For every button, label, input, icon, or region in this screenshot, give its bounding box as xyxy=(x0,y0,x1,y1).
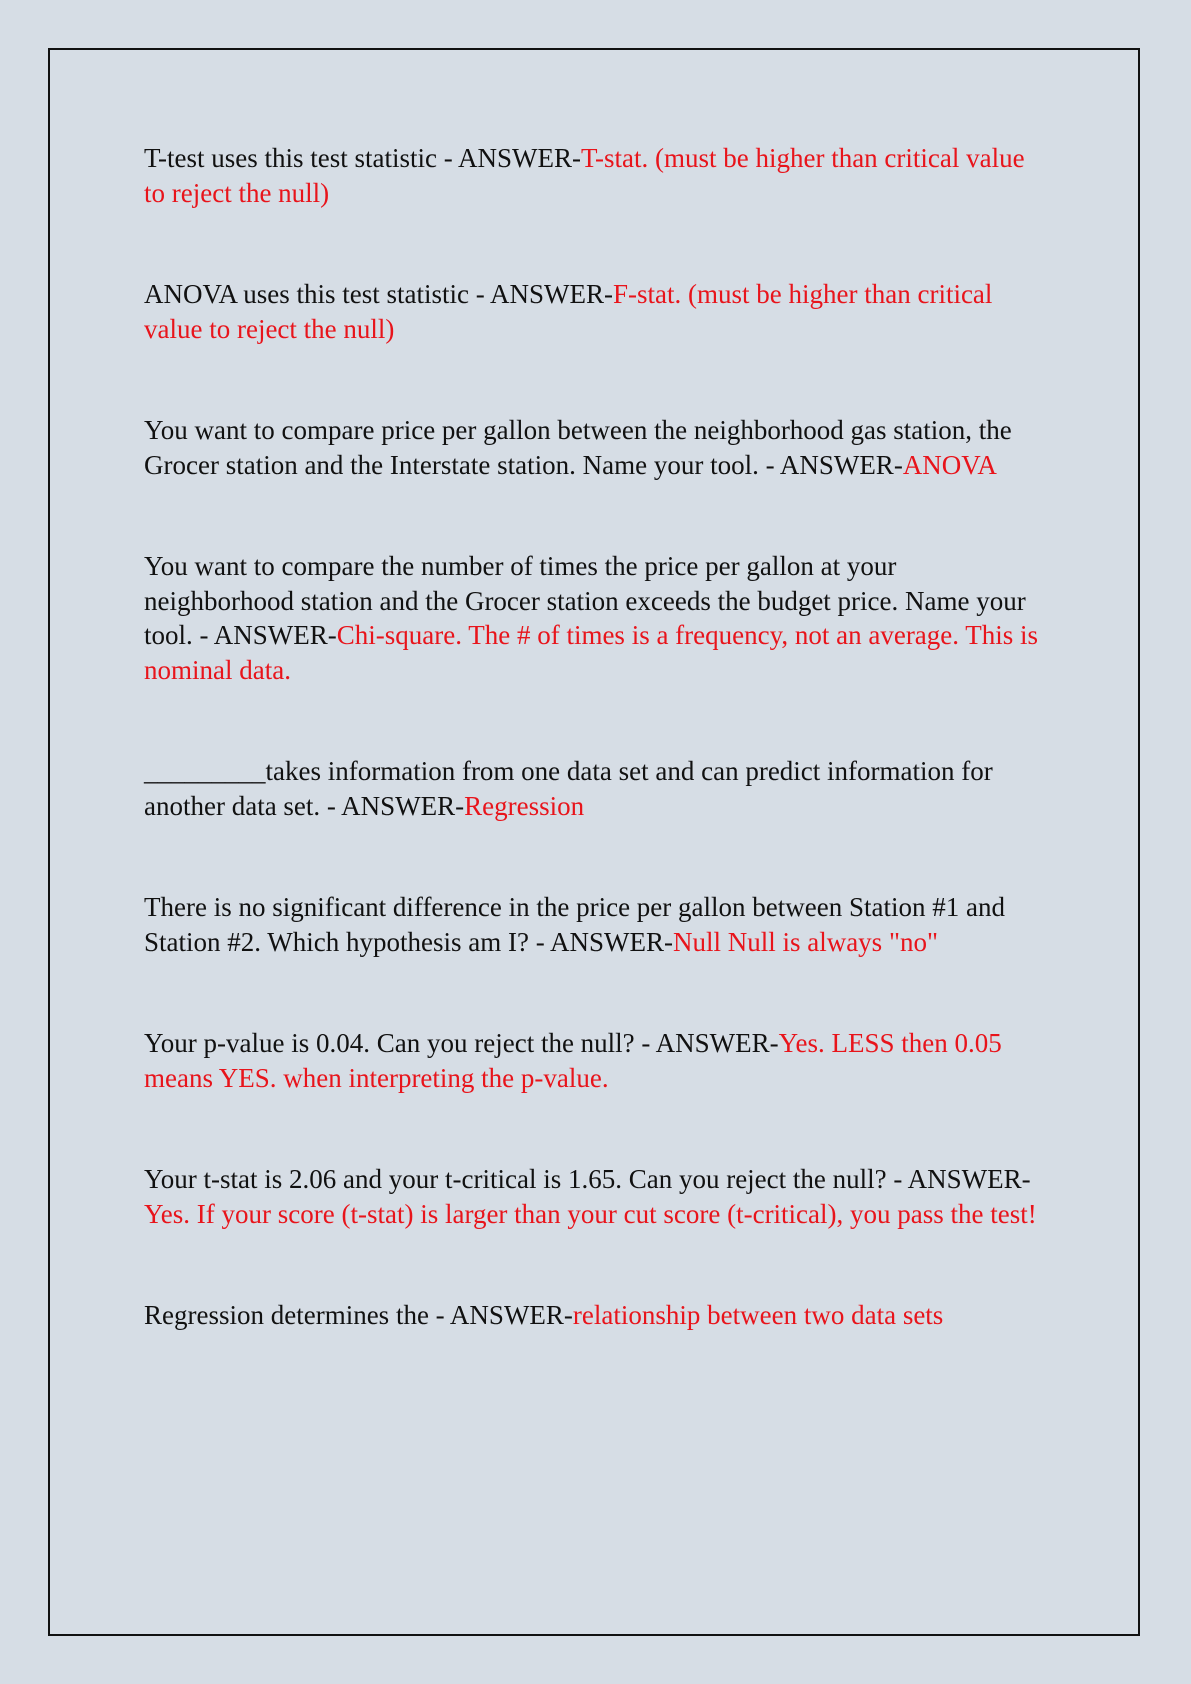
answer-text: Yes. If your score (t-stat) is larger than your cut score (t-critical), you pass the test! xyxy=(144,1198,1037,1229)
question-text: You want to compare price per gallon between the neighborhood gas station, the Grocer station and the Interstate station. Name your tool. - ANSWER- xyxy=(144,415,1012,480)
question-text: Regression determines the - ANSWER- xyxy=(144,1300,573,1330)
question-text: Your t-stat is 2.06 and your t-critical is 1.65. Can you reject the null? - ANSWER- xyxy=(144,1164,1031,1194)
answer-text: T-stat. (must be higher than critical value to reject the null) xyxy=(144,143,1025,208)
qa-item xyxy=(144,1298,1044,1333)
qa-item xyxy=(144,549,1044,687)
question-text: ANOVA uses this test statistic - ANSWER- xyxy=(144,279,614,309)
answer-text: F-stat. (must be higher than critical value to reject the null) xyxy=(144,279,993,344)
qa-item xyxy=(144,277,1044,346)
qa-list xyxy=(144,141,1044,1333)
qa-item xyxy=(144,1162,1044,1231)
qa-item xyxy=(144,890,1044,959)
answer-text: Chi-square. The # of times is a frequency, not an average. This is nominal data. xyxy=(144,620,1039,685)
question-text: You want to compare the number of times the price per gallon at your neighborhood station and the Grocer station exceeds the budget price. Name your tool. - ANSWER- xyxy=(144,551,1026,650)
qa-item xyxy=(144,1026,1044,1095)
qa-item xyxy=(144,141,1044,210)
answer-text: relationship between two data sets xyxy=(572,1300,944,1330)
qa-item xyxy=(144,413,1044,482)
qa-item xyxy=(144,754,1044,823)
question-text: _________takes information from one data set and can predict information for another data set. - ANSWER- xyxy=(144,756,993,821)
question-text: Your p-value is 0.04. Can you reject the null? - ANSWER- xyxy=(144,1028,779,1058)
answer-text: Regression xyxy=(464,790,585,821)
answer-text: ANOVA xyxy=(902,449,997,480)
question-text: T-test uses this test statistic - ANSWER- xyxy=(144,143,581,173)
answer-text: Null Null is always "no" xyxy=(672,926,938,957)
question-text: There is no significant difference in the price per gallon between Station #1 and Station #2. Which hypothesis am I? - ANSWER- xyxy=(144,892,1005,957)
answer-text: Yes. LESS then 0.05 means YES. when interpreting the p-value. xyxy=(144,1028,1002,1093)
